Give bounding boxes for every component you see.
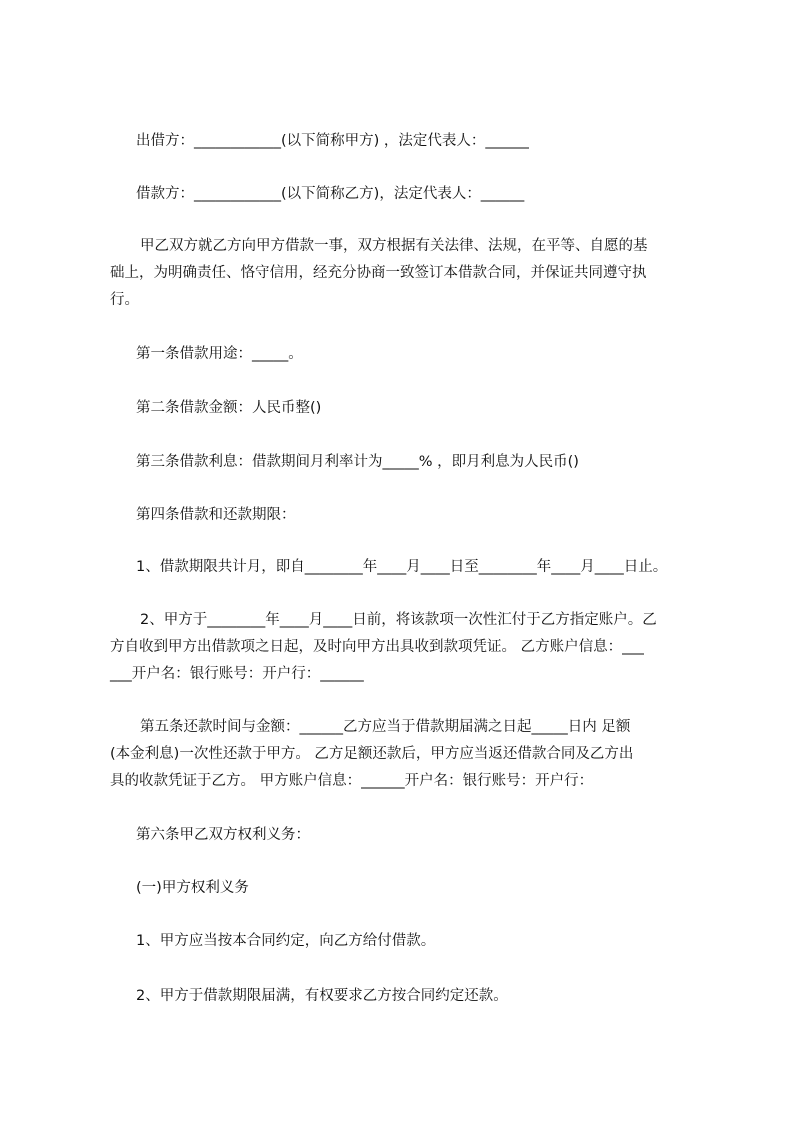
preamble-line-3: 行。 (110, 292, 139, 308)
article-4: 第四条借款和还款期限： (136, 507, 296, 523)
article-5-line-2: (本金利息)一次性还款于甲方。 乙方足额还款后，甲方应当返还借款合同及乙方出 (110, 746, 634, 762)
article-3: 第三条借款利息：借款期间月利率计为_____% ，即月利息为人民币() (136, 454, 579, 470)
article-4-item-2-line-3: ___开户名：银行账号：开户行：______ (110, 666, 364, 682)
article-4-item-2-line-2: 方自收到甲方出借款项之日起，及时向甲方出具收到款项凭证。 乙方账户信息：___ (110, 639, 644, 655)
section-a-item-1: 1、甲方应当按本合同约定，向乙方给付借款。 (136, 933, 436, 949)
article-5-line-1: 第五条还款时间与金额：______乙方应当于借款期届满之日起_____日内 足额 (140, 719, 631, 735)
preamble-paragraph (110, 233, 730, 314)
article-1: 第一条借款用途：_____。 (136, 346, 303, 362)
section-a-heading: (一)甲方权利义务 (136, 880, 249, 896)
lender-line: 出借方：____________(以下简称甲方) ，法定代表人：______ (136, 133, 529, 149)
article-2: 第二条借款金额：人民币整() (136, 400, 322, 416)
preamble-line-1: 甲乙双方就乙方向甲方借款一事，双方根据有关法律、法规，在平等、自愿的基 (140, 238, 648, 254)
article-4-item-2-line-1: 2、甲方于________年____月____日前，将该款项一次性汇付于乙方指定账户。乙 (140, 612, 657, 628)
article-5 (110, 714, 730, 795)
article-4-item-1: 1、借款期限共计月，即自________年____月____日至________年____月____日止。 (136, 559, 668, 575)
article-4-item-2 (110, 607, 730, 688)
borrower-line: 借款方：____________(以下简称乙方)，法定代表人：______ (136, 186, 525, 202)
preamble-line-2: 础上，为明确责任、恪守信用，经充分协商一致签订本借款合同，并保证共同遵守执 (110, 265, 647, 281)
section-a-item-2: 2、甲方于借款期限届满，有权要求乙方按合同约定还款。 (136, 988, 508, 1004)
article-5-line-3: 具的收款凭证于乙方。 甲方账户信息：______开户名：银行账号：开户行： (110, 773, 594, 789)
article-6: 第六条甲乙双方权利义务： (136, 827, 310, 843)
